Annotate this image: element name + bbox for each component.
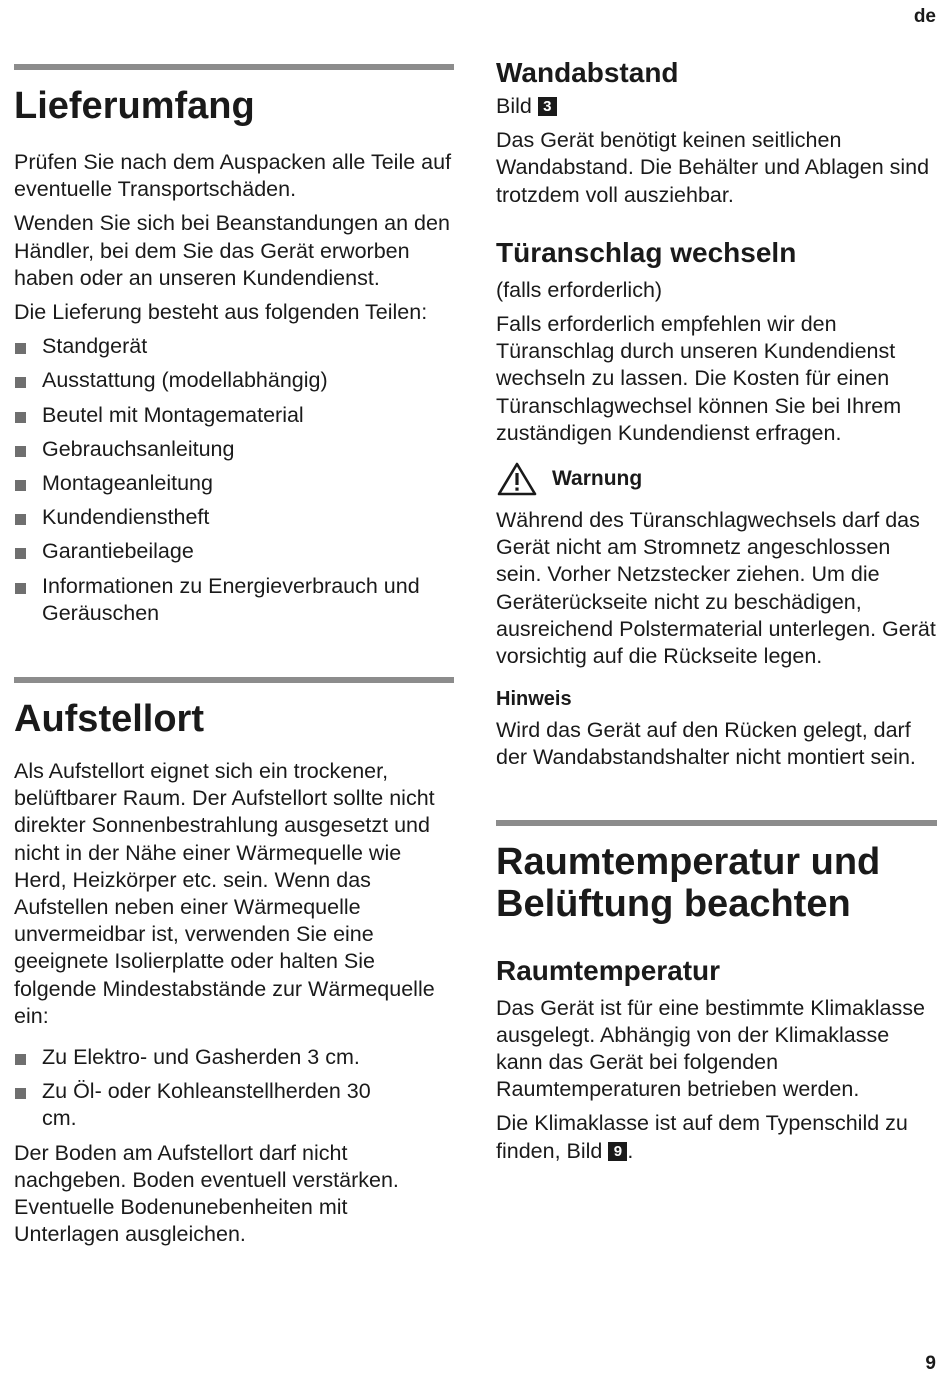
section-rule — [14, 64, 454, 70]
lieferumfang-delivery: Die Lieferung besteht aus folgenden Teilen: — [14, 300, 428, 325]
language-code: de — [913, 6, 936, 27]
section-rule — [14, 677, 454, 683]
figure-label: Bild — [496, 94, 532, 118]
tueranschlag-subtitle: (falls erforderlich) — [496, 277, 663, 302]
lieferumfang-heading: Lieferumfang — [14, 85, 255, 127]
figure-number-badge: 3 — [538, 97, 557, 116]
lieferumfang-complaints: Wenden Sie sich bei Beanstandungen an den Händler, bei dem Sie das Gerät erworben haben oder an unseren Kundendienst. — [14, 211, 450, 290]
list-item: Garantiebeilage — [14, 538, 454, 565]
delivery-list — [14, 333, 454, 627]
raumtemp-text: Das Gerät ist für eine bestimmte Klimaklasse ausgelegt. Abhängig von der Klimaklasse kann das Gerät bei folgenden Raumtemperaturen betrieben werden. — [496, 995, 925, 1102]
note-text: Wird das Gerät auf den Rücken gelegt, darf der Wandabstandshalter nicht montiert sein. — [496, 718, 916, 770]
list-item: Standgerät — [14, 333, 454, 360]
wandabstand-text: Das Gerät benötigt keinen seitlichen Wandabstand. Die Behälter und Ablagen sind trotzdem voll ausziehbar. — [496, 128, 930, 207]
raumtemp-heading-line1: Raumtemperatur und — [496, 840, 881, 883]
raumtemp-heading — [496, 841, 937, 925]
list-item: Ausstattung (modellabhängig) — [14, 367, 454, 394]
list-item: Kundendienstheft — [14, 504, 454, 531]
figure-number-badge: 9 — [608, 1142, 627, 1161]
note-label: Hinweis — [496, 688, 572, 711]
tueranschlag-heading: Türanschlag wechseln — [496, 236, 797, 268]
raumtemp-heading-line2: Belüftung beachten — [496, 882, 851, 925]
raumtemp-typeplate — [496, 1110, 937, 1164]
aufstellort-text: Als Aufstellort eignet sich ein trockener, belüftbarer Raum. Der Aufstellort sollte nicht direkter Sonnenbestrahlung ausgesetzt und nicht in der Nähe einer Wärmequelle wie Herd, Heizkörper etc. sein. Wenn das Aufstellen neben einer Wärmequelle unvermeidbar ist, verwenden Sie eine geeignete Isolierplatte oder halten Sie folgende Mindestabstände zur Wärmequelle ein: — [14, 759, 435, 1028]
list-item: Zu Elektro- und Gasherden 3 cm. — [14, 1044, 454, 1071]
tueranschlag-text: Falls erforderlich empfehlen wir den Türanschlag durch unseren Kundendienst wechseln zu lassen. Die Kosten für einen Türanschlagwechsel können Sie bei Ihrem zuständigen Kundendienst erfragen. — [496, 312, 902, 445]
left-column — [14, 0, 454, 1249]
typeplate-text: Die Klimaklasse ist auf dem Typenschild zu finden, Bild — [496, 1111, 908, 1163]
list-item: Informationen zu Energieverbrauch und Geräuschen — [14, 573, 454, 627]
warning-triangle-icon — [496, 461, 538, 497]
page-number: 9 — [925, 1353, 936, 1374]
list-item: Montageanleitung — [14, 470, 454, 497]
aufstellort-floor: Der Boden am Aufstellort darf nicht nachgeben. Boden eventuell verstärken. Eventuelle Bodenunebenheiten mit Unterlagen ausgleichen. — [14, 1140, 399, 1247]
aufstellort-heading: Aufstellort — [14, 698, 204, 741]
right-column — [496, 0, 937, 1165]
wandabstand-heading: Wandabstand — [496, 57, 679, 88]
raumtemperatur-subheading: Raumtemperatur — [496, 954, 721, 986]
distance-list — [14, 1044, 454, 1133]
section-rule — [496, 820, 937, 826]
wandabstand-figure-ref — [496, 93, 937, 120]
list-item: Zu Öl- oder Kohleanstellherden 30 cm. — [14, 1078, 382, 1132]
typeplate-period: . — [627, 1138, 634, 1163]
list-item: Gebrauchsanleitung — [14, 436, 454, 463]
warning-text: Während des Türanschlagwechsels darf das Gerät nicht am Stromnetz angeschlossen sein. Vorher Netzstecker ziehen. Um die Geräterückseite nicht zu beschädigen, ausreichend Polstermaterial unterlegen. Gerät vorsichtig auf die Rückseite legen. — [496, 508, 936, 669]
warning-header — [496, 461, 937, 497]
warning-label: Warnung — [552, 467, 643, 491]
lieferumfang-intro: Prüfen Sie nach dem Auspacken alle Teile auf eventuelle Transportschäden. — [14, 150, 452, 202]
list-item: Beutel mit Montagematerial — [14, 402, 454, 429]
